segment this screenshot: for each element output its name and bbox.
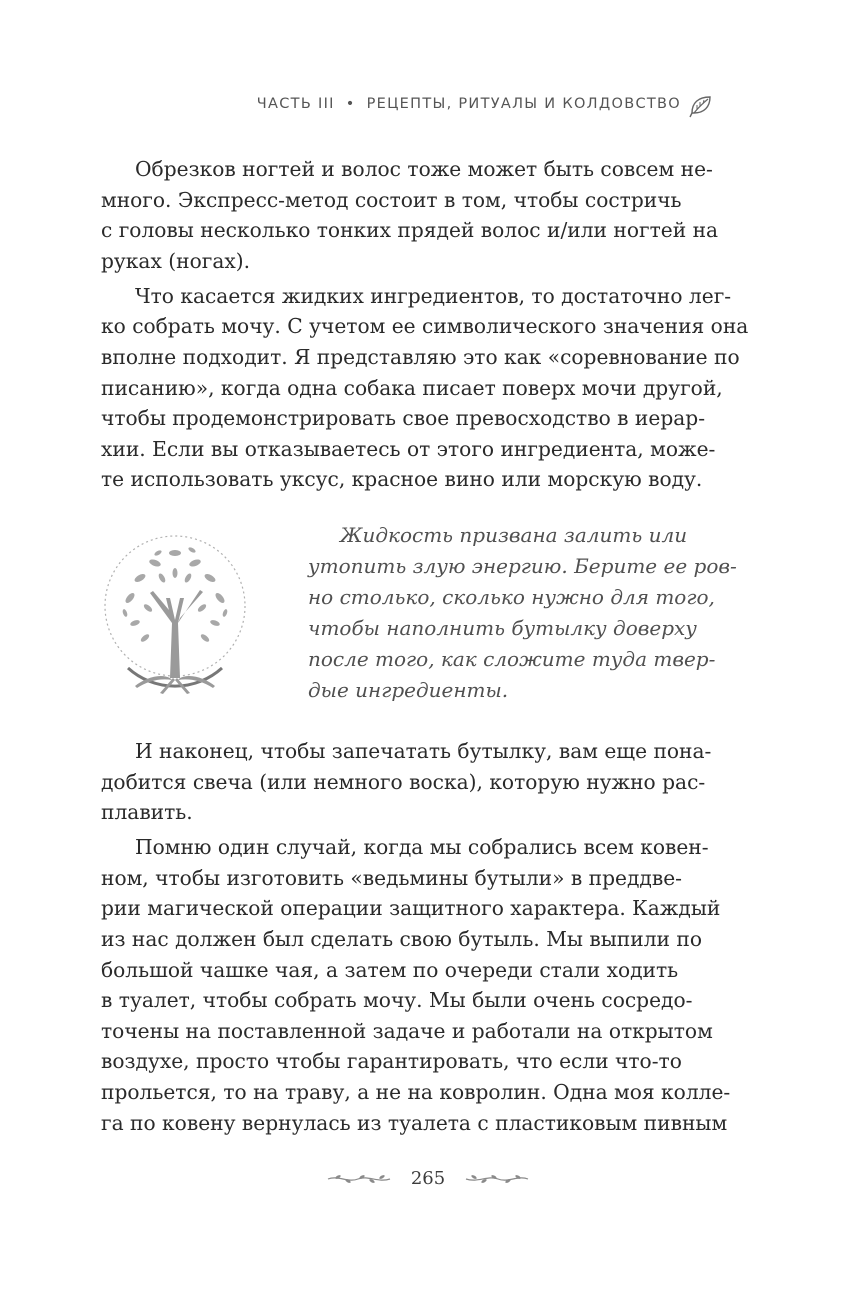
page-number: 265 xyxy=(410,1168,446,1189)
text-line: вполне подходит. Я представляю это как «соревнование по xyxy=(101,345,740,370)
text-line: писанию», когда одна собака писает поверх мочи другой, xyxy=(101,375,723,400)
text-line: те использовать уксус, красное вино или морскую воду. xyxy=(101,467,703,492)
text-line: И наконец, чтобы запечатать бутылку, вам еще пона- xyxy=(135,739,712,763)
text-line: ко собрать мочу. С учетом ее символического значения она xyxy=(101,314,749,339)
text-line: рии магической операции защитного характера. Каждый xyxy=(101,896,721,921)
folio xyxy=(0,1168,856,1189)
body-text-top xyxy=(101,154,749,500)
callout-line: утопить злую энергию. Берите ее ров- xyxy=(308,554,737,578)
vine-ornament-icon xyxy=(326,1172,392,1186)
text-line: добится свеча (или немного воска), которую нужно рас- xyxy=(101,769,706,794)
callout-line: дые ингредиенты. xyxy=(308,678,509,702)
paragraph-2 xyxy=(101,281,749,495)
leaf-icon xyxy=(688,93,714,119)
text-line: в туалет, чтобы собрать мочу. Мы были очень сосредо- xyxy=(101,988,693,1013)
callout-line: Жидкость призвана залить или xyxy=(340,523,688,547)
running-head-part: ЧАСТЬ III xyxy=(256,96,335,112)
text-line: Обрезков ногтей и волос тоже может быть совсем не- xyxy=(135,157,713,181)
text-line: руках (ногах). xyxy=(101,248,251,273)
running-head-section: РЕЦЕПТЫ, РИТУАЛЫ И КОЛДОВСТВО xyxy=(366,96,681,112)
text-line: ном, чтобы изготовить «ведьмины бутыли» в преддве- xyxy=(101,865,682,890)
callout-line: после того, как сложите туда твер- xyxy=(308,647,716,671)
tree-of-life-icon xyxy=(100,528,250,698)
text-line: плавить. xyxy=(101,800,193,825)
text-line: Что касается жидких ингредиентов, то достаточно лег- xyxy=(135,283,732,308)
text-line: Помню один случай, когда мы собрались всем ковен- xyxy=(135,835,709,860)
callout-line: но столько, сколько нужно для того, xyxy=(308,585,715,609)
callout-line: чтобы наполнить бутылку доверху xyxy=(308,616,697,640)
text-line: хии. Если вы отказываетесь от этого ингредиента, може- xyxy=(101,436,716,461)
text-line: из нас должен был сделать свою бутыль. Мы выпили по xyxy=(101,927,703,952)
running-head xyxy=(0,96,681,112)
text-line: чтобы продемонстрировать свое превосходство в иерар- xyxy=(101,406,706,431)
text-line: точены на поставленной задаче и работали на открытом xyxy=(101,1018,713,1043)
text-line: воздухе, просто чтобы гарантировать, что если что-то xyxy=(101,1049,682,1074)
body-text-bottom xyxy=(101,736,731,1143)
running-head-separator: • xyxy=(345,96,356,112)
vine-ornament-icon xyxy=(464,1172,530,1186)
text-line: га по ковену вернулась из туалета с пластиковым пивным xyxy=(101,1110,728,1135)
text-line: большой чашке чая, а затем по очереди стали ходить xyxy=(101,957,679,982)
paragraph-3 xyxy=(101,736,715,828)
paragraph-4 xyxy=(101,832,731,1138)
text-line: много. Экспресс-метод состоит в том, чтобы состричь xyxy=(101,187,682,212)
text-line: прольется, то на траву, а не на ковролин. Одна моя колле- xyxy=(101,1080,731,1105)
text-line: с головы несколько тонких прядей волос и/или ногтей на xyxy=(101,218,719,243)
paragraph-1 xyxy=(101,154,719,276)
callout-quote xyxy=(308,520,737,706)
